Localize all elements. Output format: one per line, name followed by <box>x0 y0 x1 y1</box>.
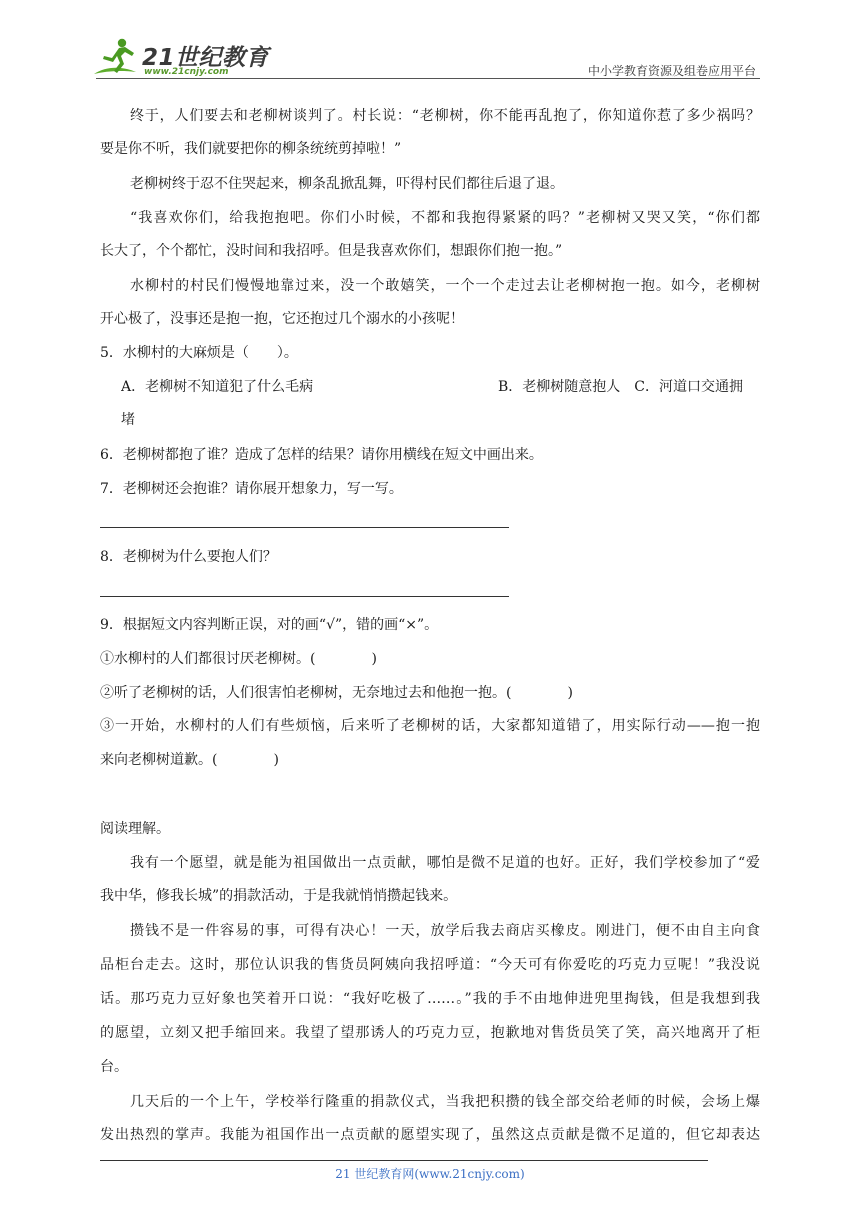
question-9-item-3-text: 来向老柳树道歉。( <box>100 752 218 768</box>
section-heading: 阅读理解。 <box>100 821 170 837</box>
passage2-p1-line2: 我中华，修我长城”的捐款活动，于是我就悄悄攒起钱来。 <box>100 888 458 904</box>
passage1-p3-line2: 长大了，个个都忙，没时间和我招呼。但是我喜欢你们，想跟你们抱一抱。” <box>100 243 563 259</box>
question-9-item-1 <box>100 649 760 669</box>
question-7: 7．老柳树还会抱谁？请你展开想象力，写一写。 <box>100 481 403 497</box>
passage2-p3-line1: 几天后的一个上午，学校举行隆重的捐款仪式，当我把积攒的钱全部交给老师的时候，会场上爆 <box>130 1094 760 1110</box>
passage1-p4-line2: 开心极了，没事还是抱一抱，它还抱过几个溺水的小孩呢！ <box>100 311 464 327</box>
answer-line-7[interactable] <box>100 527 509 528</box>
passage2-p2-line3: 话。那巧克力豆好象也笑着开口说：“我好吃极了……。”我的手不由地伸进兜里掏钱，但是我想到我 <box>100 991 760 1007</box>
question-9-item-2 <box>100 683 760 703</box>
question-9: 9．根据短文内容判断正误，对的画“√”，错的画“×”。 <box>100 617 439 633</box>
passage2-p3-line2: 发出热烈的掌声。我能为祖国作出一点贡献的愿望实现了，虽然这点贡献是微不足道的，但它却表达 <box>100 1127 760 1143</box>
page-footer[interactable]: 21 世纪教育网(www.21cnjy.com) <box>335 1167 525 1181</box>
paren-close: ) <box>273 752 279 768</box>
passage1-p1-line2: 要是你不听，我们就要把你的柳条统统剪掉啦！” <box>100 141 402 157</box>
answer-line-8[interactable] <box>100 596 509 597</box>
footer-divider <box>100 1160 708 1161</box>
passage1-p4-line1: 水柳村的村民们慢慢地靠过来，没一个敢嬉笑，一个一个走过去让老柳树抱一抱。如今，老柳树 <box>130 278 760 294</box>
paren-close: ) <box>567 685 573 701</box>
question-9-item-2-text: ②听了老柳树的话，人们很害怕老柳树，无奈地过去和他抱一抱。( <box>100 685 512 701</box>
question-9-item-3-line1: ③一开始，水柳村的人们有些烦恼，后来听了老柳树的话，大家都知道错了，用实际行动——抱一抱 <box>100 718 760 734</box>
passage2-p1-line1: 我有一个愿望，就是能为祖国做出一点贡献，哪怕是微不足道的也好。正好，我们学校参加了“爱 <box>130 855 760 871</box>
question-9-item-1-text: ①水柳村的人们都很讨厌老柳树。( <box>100 651 316 667</box>
passage1-p1-line1: 终于，人们要去和老柳树谈判了。村长说：“老柳树，你不能再乱抱了，你知道你惹了多少祸吗？ <box>130 108 760 124</box>
logo-number: 21 <box>142 45 176 71</box>
logo-text: 世纪教育 <box>175 45 270 71</box>
passage2-p2-line2: 品柜台走去。这时，那位认识我的售货员阿姨向我招呼道：“今天可有你爱吃的巧克力豆呢！”我没说 <box>100 957 760 973</box>
question-8: 8．老柳树为什么要抱人们？ <box>100 549 277 565</box>
question-6: 6．老柳树都抱了谁？造成了怎样的结果？请你用横线在短文中画出来。 <box>100 447 543 463</box>
question-9-item-3-line2 <box>100 750 760 770</box>
passage2-p2-line5: 台。 <box>100 1059 128 1075</box>
question-5: 5．水柳村的大麻烦是（ ）。 <box>100 345 298 361</box>
question-5-option-c-wrap: 堵 <box>121 412 135 428</box>
question-5-options-bc: B．老柳树随意抱人 C．河道口交通拥 <box>498 379 743 395</box>
passage1-p2-line1: 老柳树终于忍不住哭起来，柳条乱掀乱舞，吓得村民们都往后退了退。 <box>130 176 564 192</box>
paren-close: ) <box>371 651 377 667</box>
passage2-p2-line4: 的愿望，立刻又把手缩回来。我望了望那诱人的巧克力豆，抱歉地对售货员笑了笑，高兴地离开了柜 <box>100 1025 760 1041</box>
passage2-p2-line1: 攒钱不是一件容易的事，可得有决心！一天，放学后我去商店买橡皮。刚进门，便不由自主向食 <box>130 923 760 939</box>
logo-url: www.21cnjy.com <box>144 67 229 77</box>
question-5-option-a: A．老柳树不知道犯了什么毛病 <box>121 379 314 395</box>
passage1-p3-line1: “我喜欢你们，给我抱抱吧。你们小时候，不都和我抱得紧紧的吗？”老柳树又哭又笑，“你们都 <box>130 210 760 226</box>
platform-name: 中小学教育资源及组卷应用平台 <box>587 64 756 78</box>
